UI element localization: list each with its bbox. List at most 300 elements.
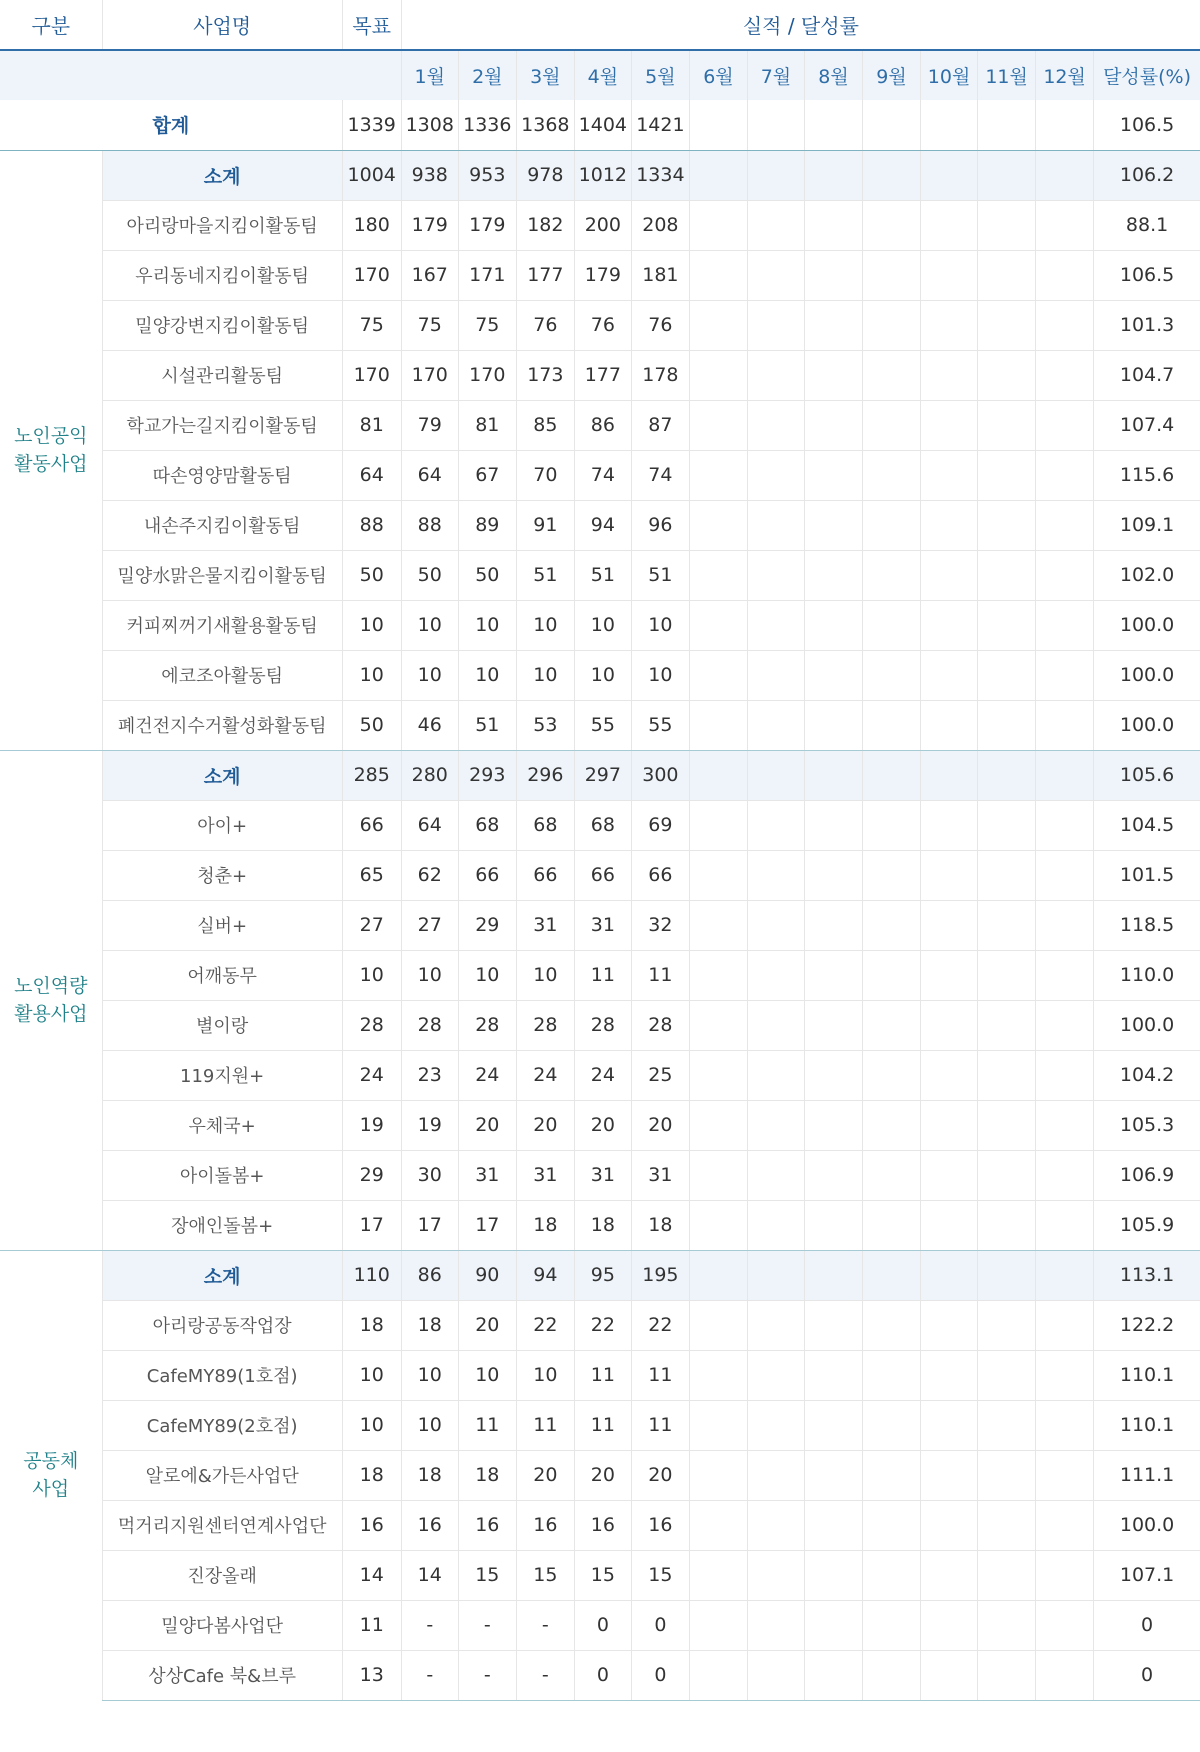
month-value (689, 1400, 747, 1450)
month-value (804, 850, 862, 900)
month-value: - (401, 1650, 458, 1700)
table-row (0, 1400, 1200, 1450)
month-value (863, 200, 921, 250)
month-value: 53 (516, 700, 574, 750)
month-value: 20 (574, 1450, 631, 1500)
month-value: 178 (631, 350, 689, 400)
month-value: 51 (574, 550, 631, 600)
month-value (978, 550, 1036, 600)
table-row (0, 1500, 1200, 1550)
month-value: 22 (516, 1300, 574, 1350)
target-value: 285 (342, 750, 401, 800)
month-value: 29 (458, 900, 516, 950)
month-value (747, 300, 804, 350)
month-value (689, 850, 747, 900)
month-value (689, 1550, 747, 1600)
project-name: 먹거리지원센터연계사업단 (102, 1500, 342, 1550)
month-value (747, 500, 804, 550)
target-value: 10 (342, 1400, 401, 1450)
month-value: 95 (574, 1250, 631, 1300)
month-value: 96 (631, 500, 689, 550)
subtotal-label: 소계 (102, 150, 342, 200)
month-value (1036, 1250, 1094, 1300)
month-value (921, 550, 978, 600)
month-value (747, 150, 804, 200)
target-value: 50 (342, 700, 401, 750)
month-value: 18 (516, 1200, 574, 1250)
total-target: 1339 (342, 100, 401, 150)
month-value: 11 (631, 1350, 689, 1400)
month-value (921, 700, 978, 750)
month-value (747, 1400, 804, 1450)
month-value (978, 800, 1036, 850)
month-value: 89 (458, 500, 516, 550)
group-name (0, 750, 102, 1250)
month-value (747, 1350, 804, 1400)
month-value (804, 950, 862, 1000)
month-value: 181 (631, 250, 689, 300)
month-value: 179 (574, 250, 631, 300)
month-value (978, 1100, 1036, 1150)
month-value: 46 (401, 700, 458, 750)
month-value (747, 900, 804, 950)
month-value (863, 1000, 921, 1050)
month-value (921, 300, 978, 350)
month-value (921, 1200, 978, 1250)
month-value (747, 1550, 804, 1600)
month-value (804, 1500, 862, 1550)
month-value: 10 (401, 600, 458, 650)
month-value (689, 650, 747, 700)
month-value (804, 350, 862, 400)
month-value (804, 550, 862, 600)
rate-value: 106.9 (1094, 1150, 1200, 1200)
month-value (978, 1450, 1036, 1500)
month-value (1036, 350, 1094, 400)
month-value: 177 (516, 250, 574, 300)
target-value: 16 (342, 1500, 401, 1550)
target-value: 27 (342, 900, 401, 950)
month-value (863, 1350, 921, 1400)
month-value: 938 (401, 150, 458, 200)
month-value (863, 950, 921, 1000)
month-value: 28 (516, 1000, 574, 1050)
month-value (921, 250, 978, 300)
month-value (689, 200, 747, 250)
group-name-line: 공동체 (23, 1450, 79, 1473)
month-value: 22 (574, 1300, 631, 1350)
month-value: 94 (516, 1250, 574, 1300)
month-value: - (516, 1650, 574, 1700)
month-value: 0 (631, 1650, 689, 1700)
month-value: 31 (631, 1150, 689, 1200)
month-value (863, 450, 921, 500)
month-value: 10 (401, 650, 458, 700)
month-value: 31 (516, 1150, 574, 1200)
month-value: 22 (631, 1300, 689, 1350)
month-header-11: 11월 (978, 50, 1036, 100)
month-value (978, 1050, 1036, 1100)
project-name: 아리랑공동작업장 (102, 1300, 342, 1350)
month-value: 10 (516, 600, 574, 650)
month-value (747, 1000, 804, 1050)
table-row (0, 1600, 1200, 1650)
month-header-1: 1월 (401, 50, 458, 100)
table-row (0, 700, 1200, 750)
month-value (1036, 700, 1094, 750)
month-header-12: 12월 (1036, 50, 1094, 100)
month-value (921, 1550, 978, 1600)
month-header-3: 3월 (516, 50, 574, 100)
project-name: 에코조아활동팀 (102, 650, 342, 700)
month-value (921, 900, 978, 950)
month-value: 170 (458, 350, 516, 400)
table-body (0, 100, 1200, 1700)
table-row (0, 1300, 1200, 1350)
month-value: 50 (458, 550, 516, 600)
month-value: 208 (631, 200, 689, 250)
month-value: 76 (516, 300, 574, 350)
month-value (1036, 750, 1094, 800)
total-label: 합계 (0, 100, 342, 150)
month-value (978, 850, 1036, 900)
month-value (747, 1250, 804, 1300)
month-value (863, 150, 921, 200)
month-value (689, 450, 747, 500)
month-value (747, 1050, 804, 1100)
month-value: 18 (574, 1200, 631, 1250)
total-row (0, 100, 1200, 150)
month-value (978, 1250, 1036, 1300)
month-value (978, 950, 1036, 1000)
month-value (747, 250, 804, 300)
month-value (1036, 900, 1094, 950)
month-value (863, 400, 921, 450)
month-value (921, 1400, 978, 1450)
month-value (978, 1500, 1036, 1550)
table-row (0, 1100, 1200, 1150)
project-name: 어깨동무 (102, 950, 342, 1000)
month-value (978, 700, 1036, 750)
month-value (747, 1300, 804, 1350)
project-name: 장애인돌봄+ (102, 1200, 342, 1250)
month-value (921, 100, 978, 150)
month-header-2: 2월 (458, 50, 516, 100)
month-value (689, 300, 747, 350)
month-value (863, 1500, 921, 1550)
month-value: 10 (458, 600, 516, 650)
target-value: 75 (342, 300, 401, 350)
rate-value: 107.1 (1094, 1550, 1200, 1600)
target-value: 81 (342, 400, 401, 450)
month-value (804, 1650, 862, 1700)
month-value: 978 (516, 150, 574, 200)
month-value (978, 1300, 1036, 1350)
month-value (978, 1000, 1036, 1050)
month-value (863, 300, 921, 350)
month-value (921, 650, 978, 700)
month-value: 179 (458, 200, 516, 250)
month-value (978, 250, 1036, 300)
month-value: 32 (631, 900, 689, 950)
rate-value: 118.5 (1094, 900, 1200, 950)
month-value (689, 250, 747, 300)
project-name: 상상Cafe 북&브루 (102, 1650, 342, 1700)
month-value (978, 1650, 1036, 1700)
month-value: 297 (574, 750, 631, 800)
target-value: 65 (342, 850, 401, 900)
month-value (1036, 100, 1094, 150)
month-value (747, 1150, 804, 1200)
project-name: 학교가는길지킴이활동팀 (102, 400, 342, 450)
project-name: CafeMY89(2호점) (102, 1400, 342, 1450)
rate-value: 100.0 (1094, 700, 1200, 750)
month-value: 31 (516, 900, 574, 950)
month-value (1036, 850, 1094, 900)
month-value: 50 (401, 550, 458, 600)
target-value: 24 (342, 1050, 401, 1100)
month-value (804, 700, 862, 750)
month-value: 1334 (631, 150, 689, 200)
month-value (863, 700, 921, 750)
month-value (921, 1000, 978, 1050)
month-value (689, 1600, 747, 1650)
month-value: 953 (458, 150, 516, 200)
target-value: 180 (342, 200, 401, 250)
group-name-line: 노인공익 (14, 425, 88, 447)
month-value: 75 (401, 300, 458, 350)
month-value: 10 (401, 950, 458, 1000)
month-value (978, 1150, 1036, 1200)
month-value: 0 (574, 1650, 631, 1700)
month-value: 18 (401, 1450, 458, 1500)
project-name: 밀양水맑은물지킴이활동팀 (102, 550, 342, 600)
month-value (863, 1650, 921, 1700)
target-value: 64 (342, 450, 401, 500)
table-row (0, 600, 1200, 650)
table-row (0, 450, 1200, 500)
month-value: 66 (516, 850, 574, 900)
month-value (1036, 1500, 1094, 1550)
month-value (747, 1600, 804, 1650)
rate-value: 102.0 (1094, 550, 1200, 600)
month-value (921, 1150, 978, 1200)
rate-value: 101.3 (1094, 300, 1200, 350)
rate-value: 100.0 (1094, 1000, 1200, 1050)
month-value (921, 1300, 978, 1350)
month-value (863, 1100, 921, 1150)
month-value (863, 550, 921, 600)
month-value: 66 (574, 850, 631, 900)
target-value: 18 (342, 1450, 401, 1500)
month-value (689, 1050, 747, 1100)
table-row (0, 850, 1200, 900)
month-value: 11 (516, 1400, 574, 1450)
month-value: 30 (401, 1150, 458, 1200)
month-value: 15 (516, 1550, 574, 1600)
month-value (978, 450, 1036, 500)
rate-value: 105.9 (1094, 1200, 1200, 1250)
month-value (804, 750, 862, 800)
table-row (0, 1050, 1200, 1100)
month-header-10: 10월 (921, 50, 978, 100)
month-value (1036, 450, 1094, 500)
month-header-8: 8월 (804, 50, 862, 100)
month-value: 20 (516, 1450, 574, 1500)
table-row (0, 1650, 1200, 1700)
table-row (0, 550, 1200, 600)
table-row (0, 400, 1200, 450)
project-name: 실버+ (102, 900, 342, 950)
rate-value: 111.1 (1094, 1450, 1200, 1500)
month-value (978, 600, 1036, 650)
target-value: 66 (342, 800, 401, 850)
rate-value: 115.6 (1094, 450, 1200, 500)
month-value (747, 200, 804, 250)
month-value: 1404 (574, 100, 631, 150)
target-value: 29 (342, 1150, 401, 1200)
month-value: 170 (401, 350, 458, 400)
month-value: 23 (401, 1050, 458, 1100)
project-name: 밀양다봄사업단 (102, 1600, 342, 1650)
project-name: 따손영양맘활동팀 (102, 450, 342, 500)
month-value: 16 (631, 1500, 689, 1550)
month-value (804, 200, 862, 250)
month-value: 10 (574, 650, 631, 700)
month-value (978, 1600, 1036, 1650)
month-value (1036, 500, 1094, 550)
month-value: 31 (574, 1150, 631, 1200)
month-value (1036, 1200, 1094, 1250)
target-value: 110 (342, 1250, 401, 1300)
month-value: 20 (458, 1100, 516, 1150)
project-name: 커피찌꺼기새활용활동팀 (102, 600, 342, 650)
month-value (689, 900, 747, 950)
target-value: 10 (342, 600, 401, 650)
month-value: 10 (631, 650, 689, 700)
month-value: 67 (458, 450, 516, 500)
target-value: 11 (342, 1600, 401, 1650)
month-value: 10 (401, 1350, 458, 1400)
month-header-row (0, 50, 1200, 100)
target-value: 1004 (342, 150, 401, 200)
month-value (1036, 950, 1094, 1000)
project-name: 진장올래 (102, 1550, 342, 1600)
month-value (804, 100, 862, 150)
month-value (804, 1050, 862, 1100)
month-value: 17 (401, 1200, 458, 1250)
month-value: 1421 (631, 100, 689, 150)
month-value (1036, 1450, 1094, 1500)
month-value (921, 500, 978, 550)
month-value (978, 750, 1036, 800)
month-value (689, 750, 747, 800)
month-value (804, 1300, 862, 1350)
month-value (804, 1150, 862, 1200)
month-value: 177 (574, 350, 631, 400)
month-value (863, 250, 921, 300)
month-value (863, 1200, 921, 1250)
month-value: 55 (631, 700, 689, 750)
month-value (747, 650, 804, 700)
month-value (863, 100, 921, 150)
project-name: CafeMY89(1호점) (102, 1350, 342, 1400)
rate-value: 110.1 (1094, 1350, 1200, 1400)
header-category: 구분 (0, 0, 102, 50)
month-value (863, 1300, 921, 1350)
month-value: 25 (631, 1050, 689, 1100)
rate-value: 100.0 (1094, 1500, 1200, 1550)
month-header-6: 6월 (689, 50, 747, 100)
month-value (863, 1550, 921, 1600)
rate-value: 110.1 (1094, 1400, 1200, 1450)
month-value: 24 (458, 1050, 516, 1100)
rate-value: 106.5 (1094, 250, 1200, 300)
target-value: 170 (342, 250, 401, 300)
month-value: 76 (574, 300, 631, 350)
month-value: 1308 (401, 100, 458, 150)
month-value (689, 1200, 747, 1250)
month-value: - (458, 1650, 516, 1700)
month-value: 51 (516, 550, 574, 600)
month-value: 15 (574, 1550, 631, 1600)
rate-value: 100.0 (1094, 650, 1200, 700)
month-value: 86 (401, 1250, 458, 1300)
table-row (0, 1550, 1200, 1600)
month-value (689, 1150, 747, 1200)
month-value: 18 (458, 1450, 516, 1500)
month-value (921, 850, 978, 900)
month-value (689, 950, 747, 1000)
month-value (863, 1450, 921, 1500)
month-value (804, 250, 862, 300)
month-value (689, 1500, 747, 1550)
month-value (1036, 550, 1094, 600)
month-value (747, 750, 804, 800)
month-value (689, 150, 747, 200)
rate-value: 100.0 (1094, 600, 1200, 650)
month-value (747, 450, 804, 500)
month-value: 11 (574, 1400, 631, 1450)
month-value: 10 (516, 650, 574, 700)
month-value: 64 (401, 800, 458, 850)
month-value (863, 750, 921, 800)
target-value: 19 (342, 1100, 401, 1150)
target-value: 13 (342, 1650, 401, 1700)
rate-value: 0 (1094, 1650, 1200, 1700)
month-value: 18 (631, 1200, 689, 1250)
month-value (921, 1350, 978, 1400)
month-value (689, 1650, 747, 1700)
month-value (804, 500, 862, 550)
project-name: 시설관리활동팀 (102, 350, 342, 400)
project-name: 내손주지킴이활동팀 (102, 500, 342, 550)
month-value: 200 (574, 200, 631, 250)
month-value: 20 (631, 1450, 689, 1500)
month-value: 1012 (574, 150, 631, 200)
month-value (863, 500, 921, 550)
month-value: 1336 (458, 100, 516, 150)
month-value: 179 (401, 200, 458, 250)
month-value (978, 900, 1036, 950)
month-value (921, 800, 978, 850)
month-value (921, 1650, 978, 1700)
month-value: 69 (631, 800, 689, 850)
month-value (804, 1000, 862, 1050)
month-value: 195 (631, 1250, 689, 1300)
month-value (689, 1000, 747, 1050)
project-name: 별이랑 (102, 1000, 342, 1050)
